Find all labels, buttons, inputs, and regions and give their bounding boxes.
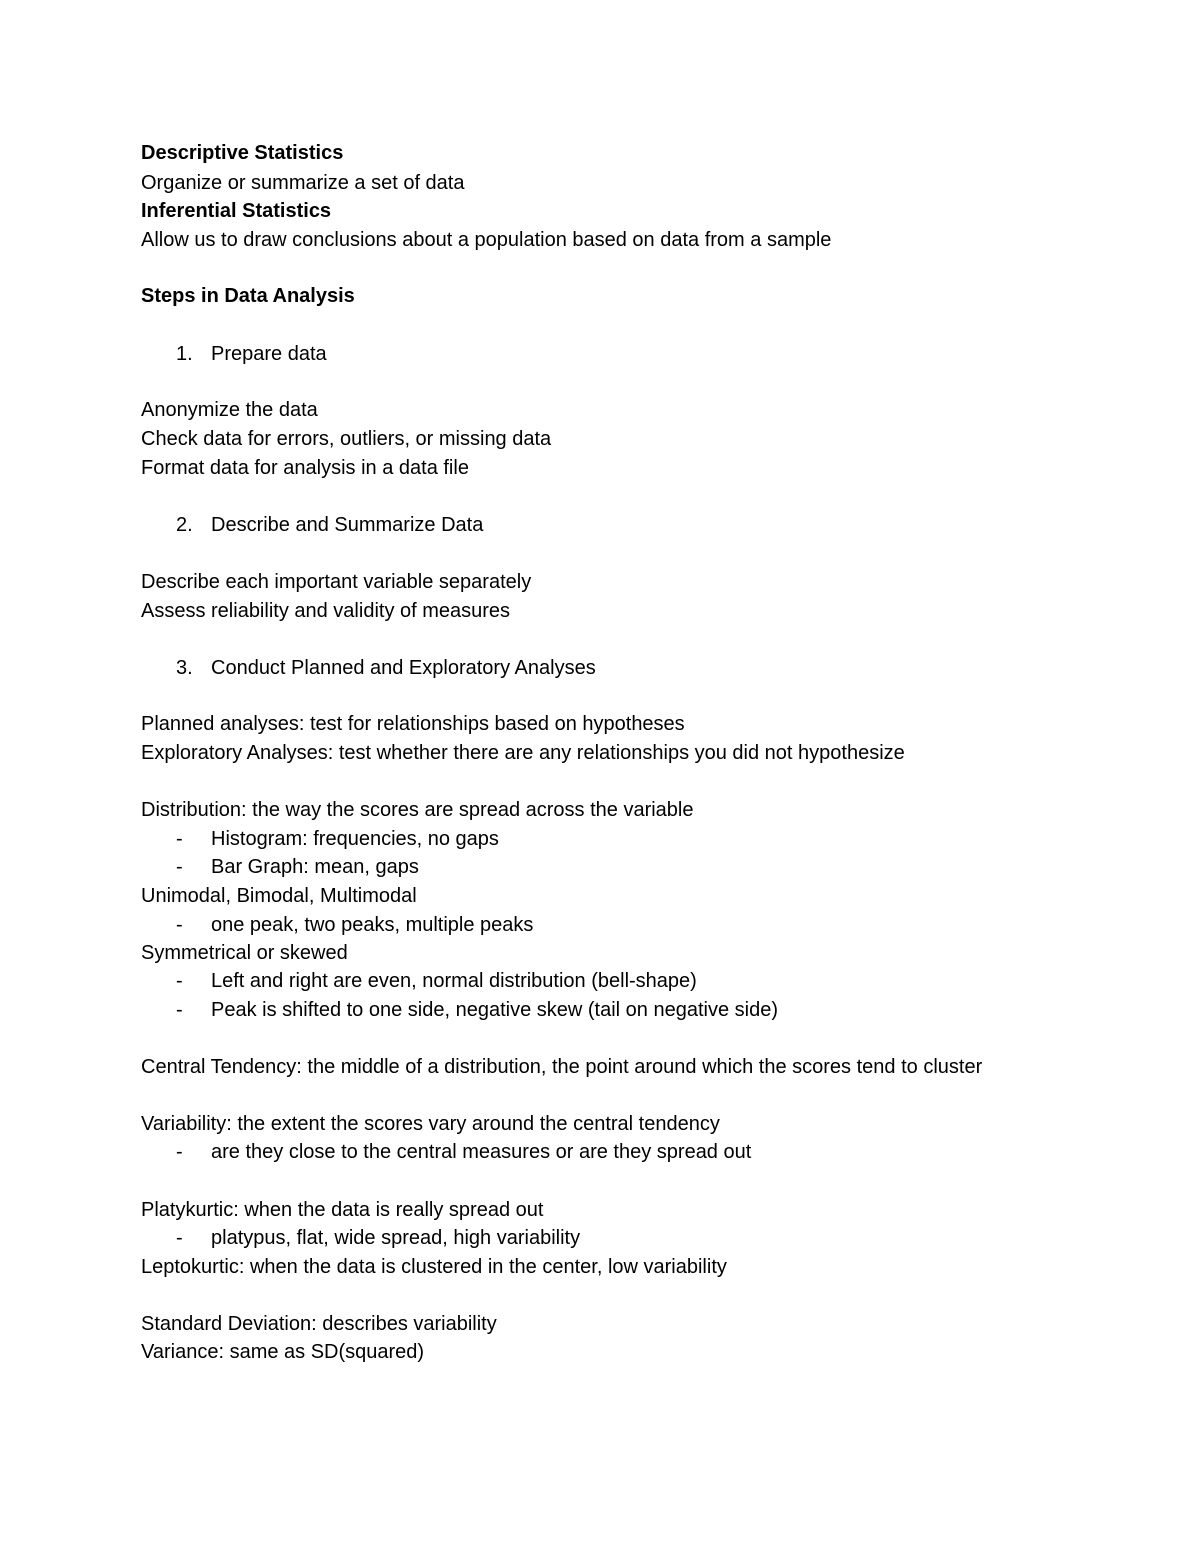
step-3-title: Conduct Planned and Exploratory Analyses — [211, 657, 596, 679]
bullet-dash: - — [176, 828, 183, 850]
heading-steps-data-analysis: Steps in Data Analysis — [141, 285, 355, 307]
descriptive-definition: Organize or summarize a set of data — [141, 172, 465, 194]
distribution-bullet: Bar Graph: mean, gaps — [211, 856, 419, 878]
bullet-dash: - — [176, 970, 183, 992]
modal-bullet: one peak, two peaks, multiple peaks — [211, 914, 534, 936]
step-3-item: Planned analyses: test for relationships based on hypotheses — [141, 713, 685, 735]
step-2-item: Assess reliability and validity of measures — [141, 600, 511, 622]
step-1-number: 1. — [176, 343, 193, 365]
heading-inferential-statistics: Inferential Statistics — [141, 200, 332, 222]
bullet-dash: - — [176, 999, 183, 1021]
bullet-dash: - — [176, 856, 183, 878]
step-3-item: Exploratory Analyses: test whether there are any relationships you did not hypothesize — [141, 742, 905, 764]
step-2-item: Describe each important variable separately — [141, 571, 532, 593]
step-1-item: Check data for errors, outliers, or missing data — [141, 428, 552, 450]
step-1-item: Format data for analysis in a data file — [141, 457, 469, 479]
variance-text: Variance: same as SD(squared) — [141, 1341, 425, 1363]
symmetry-bullet: Peak is shifted to one side, negative skew (tail on negative side) — [211, 999, 778, 1021]
heading-descriptive-statistics: Descriptive Statistics — [141, 142, 344, 164]
central-tendency-text: Central Tendency: the middle of a distribution, the point around which the scores tend to cluster — [141, 1056, 983, 1078]
platykurtic-text: Platykurtic: when the data is really spread out — [141, 1199, 544, 1221]
symmetry-text: Symmetrical or skewed — [141, 942, 348, 964]
step-1-title: Prepare data — [211, 343, 327, 365]
bullet-dash: - — [176, 1227, 183, 1249]
leptokurtic-text: Leptokurtic: when the data is clustered in the center, low variability — [141, 1256, 727, 1278]
bullet-dash: - — [176, 1141, 183, 1163]
step-2-number: 2. — [176, 514, 193, 536]
step-2-title: Describe and Summarize Data — [211, 514, 484, 536]
step-1-item: Anonymize the data — [141, 399, 318, 421]
modal-text: Unimodal, Bimodal, Multimodal — [141, 885, 417, 907]
inferential-definition: Allow us to draw conclusions about a population based on data from a sample — [141, 229, 832, 251]
step-3-number: 3. — [176, 657, 193, 679]
bullet-dash: - — [176, 914, 183, 936]
distribution-bullet: Histogram: frequencies, no gaps — [211, 828, 499, 850]
variability-text: Variability: the extent the scores vary around the central tendency — [141, 1113, 720, 1135]
platykurtic-bullet: platypus, flat, wide spread, high variability — [211, 1227, 581, 1249]
distribution-text: Distribution: the way the scores are spread across the variable — [141, 799, 694, 821]
variability-bullet: are they close to the central measures or are they spread out — [211, 1141, 752, 1163]
standard-deviation-text: Standard Deviation: describes variability — [141, 1313, 497, 1335]
symmetry-bullet: Left and right are even, normal distribution (bell-shape) — [211, 970, 697, 992]
